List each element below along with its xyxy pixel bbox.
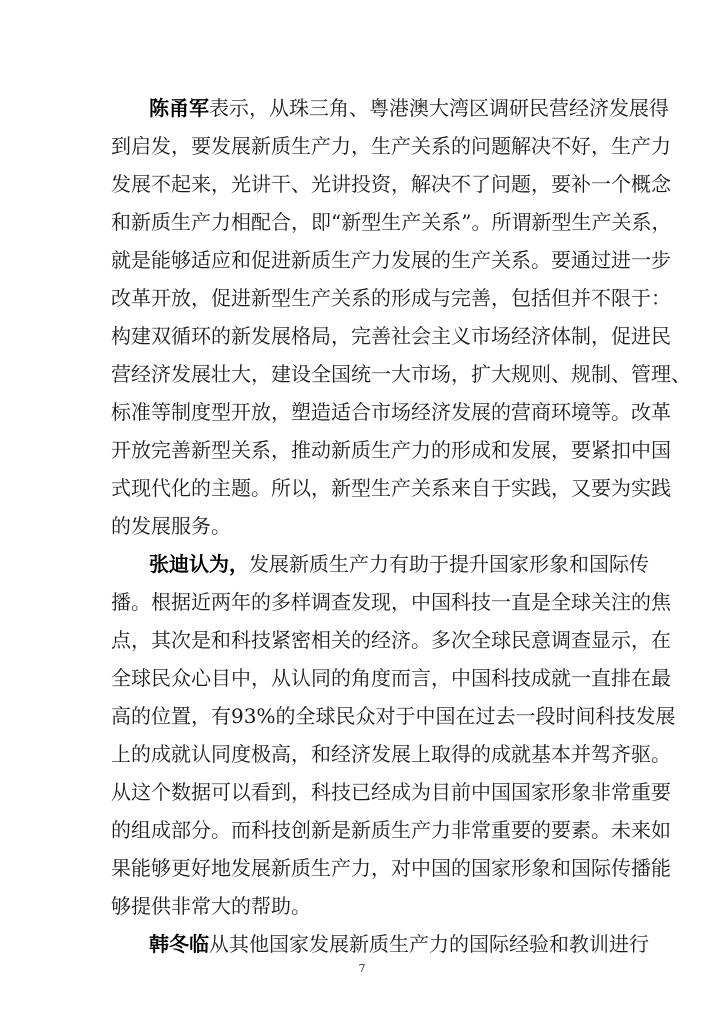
paragraph-2-line-1 xyxy=(149,549,649,579)
paragraph-line: 发展不起来，光讲干、光讲投资，解决不了问题，要补一个概念 xyxy=(111,172,671,196)
paragraph-line: 的发展服务。 xyxy=(111,514,231,538)
speaker-name: 韩冬临 xyxy=(149,932,209,956)
paragraph-line: 到启发，要发展新质生产力，生产关系的问题解决不好，生产力 xyxy=(111,134,671,158)
paragraph-1-line-1 xyxy=(149,93,669,123)
paragraph-line: 点，其次是和科技紧密相关的经济。多次全球民意调查显示，在 xyxy=(111,628,671,652)
paragraph-line: 和新质生产力相配合，即“新型生产关系”。所谓新型生产关系， xyxy=(111,210,672,234)
paragraph-line: 高的位置，有93%的全球民众对于中国在过去一段时间科技发展 xyxy=(111,704,676,728)
speaker-name: 陈甬军 xyxy=(149,96,209,120)
paragraph-line: 够提供非常大的帮助。 xyxy=(111,894,311,918)
page-number: 7 xyxy=(358,962,366,975)
speaker-name: 张迪认为， xyxy=(149,552,249,576)
paragraph-line: 全球民众心目中，从认同的角度而言，中国科技成就一直排在最 xyxy=(111,666,671,690)
paragraph-line: 开放完善新型关系，推动新质生产力的形成和发展，要紧扣中国 xyxy=(111,438,671,462)
paragraph-line: 播。根据近两年的多样调查发现，中国科技一直是全球关注的焦 xyxy=(111,590,671,614)
paragraph-line: 改革开放，促进新型生产关系的形成与完善，包括但并不限于： xyxy=(111,286,671,310)
paragraph-line: 从这个数据可以看到，科技已经成为目前中国国家形象非常重要 xyxy=(111,780,671,804)
paragraph-line: 果能够更好地发展新质生产力，对中国的国家形象和国际传播能 xyxy=(111,856,671,880)
paragraph-line: 的组成部分。而科技创新是新质生产力非常重要的要素。未来如 xyxy=(111,818,671,842)
paragraph-line: 式现代化的主题。所以，新型生产关系来自于实践，又要为实践 xyxy=(111,476,671,500)
paragraph-line: 就是能够适应和促进新质生产力发展的生产关系。要通过进一步 xyxy=(111,248,671,272)
paragraph-line: 标准等制度型开放，塑造适合市场经济发展的营商环境等。改革 xyxy=(111,400,671,424)
paragraph-text: 从其他国家发展新质生产力的国际经验和教训进行 xyxy=(209,932,649,956)
paragraph-line: 上的成就认同度极高，和经济发展上取得的成就基本并驾齐驱。 xyxy=(111,742,671,766)
paragraph-line: 构建双循环的新发展格局，完善社会主义市场经济体制，促进民 xyxy=(111,324,671,348)
paragraph-3-line-1 xyxy=(149,929,649,959)
paragraph-text: 表示，从珠三角、粤港澳大湾区调研民营经济发展得 xyxy=(209,96,669,120)
paragraph-text: 发展新质生产力有助于提升国家形象和国际传 xyxy=(249,552,649,576)
paragraph-line: 营经济发展壮大，建设全国统一大市场，扩大规则、规制、管理、 xyxy=(111,362,691,386)
